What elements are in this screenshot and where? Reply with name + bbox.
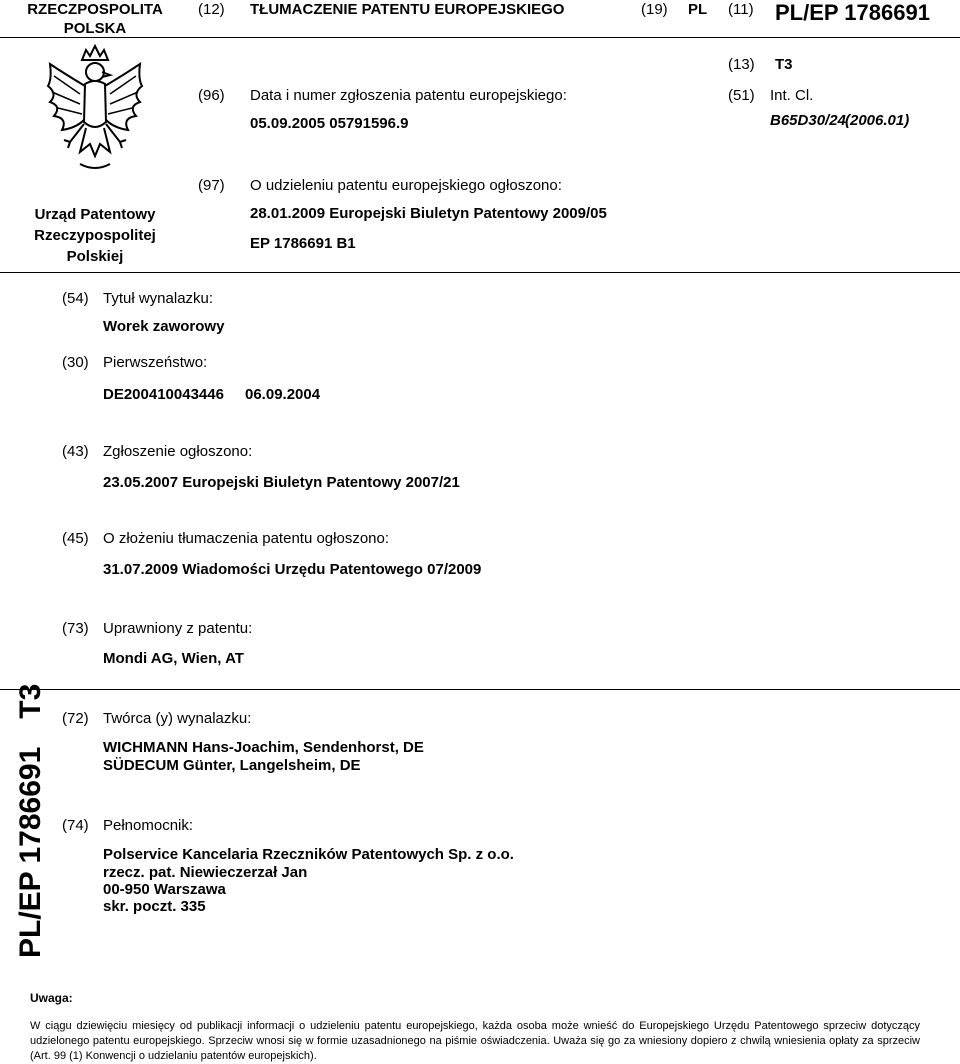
application-value: 05.09.2005 05791596.9 bbox=[250, 115, 409, 132]
grant-value: 28.01.2009 Europejski Biuletyn Patentowy 2009/05 bbox=[250, 205, 607, 222]
translation-label: O złożeniu tłumaczenia patentu ogłoszono: bbox=[103, 530, 390, 547]
code-19: (19) bbox=[641, 1, 668, 18]
code-54: (54) bbox=[62, 290, 89, 307]
application-published-label: Zgłoszenie ogłoszono: bbox=[103, 443, 253, 460]
code-45: (45) bbox=[62, 530, 89, 547]
priority-label: Pierwszeństwo: bbox=[103, 354, 208, 371]
notice-title: Uwaga: bbox=[30, 991, 73, 1005]
invention-title: Worek zaworowy bbox=[103, 318, 225, 335]
priority-date: 06.09.2004 bbox=[245, 386, 321, 403]
publication-number: PL/EP 1786691 bbox=[775, 0, 930, 25]
side-number: PL/EP 1786691 bbox=[14, 746, 47, 958]
code-12: (12) bbox=[198, 1, 225, 18]
side-publication-number bbox=[14, 684, 48, 958]
attorney-line-3: 00-950 Warszawa bbox=[103, 881, 226, 898]
office-line-2: Rzeczypospolitej bbox=[34, 227, 156, 244]
country-line-1: RZECZPOSPOLITA bbox=[27, 1, 163, 18]
inventor-2: SÜDECUM Günter, Langelsheim, DE bbox=[103, 757, 361, 774]
notice-text: W ciągu dziewięciu miesięcy od publikacji informacji o udzieleniu patentu europejskiego, każda osoba może wnieść do Europejskiego Urzędu Patentowego sprzeciw dotyczący udzielonego patentu europejskiego. Sprzeciw wnosi się w formie uzasadnionego na piśmie oświadczenia. Uważa się go za wniesiony dopiero z chwilą wniesienia opłaty za sprzeciw (Art. 99 (1) Konwencji o udzielaniu patentów europejskich). bbox=[30, 1020, 920, 1062]
document-type: TŁUMACZENIE PATENTU EUROPEJSKIEGO bbox=[250, 1, 565, 18]
code-51: (51) bbox=[728, 87, 755, 104]
side-kind: T3 bbox=[14, 683, 47, 719]
ipc-class: B65D30/24 bbox=[770, 112, 846, 129]
inventor-1: WICHMANN Hans-Joachim, Sendenhorst, DE bbox=[103, 739, 424, 756]
kind-code: T3 bbox=[775, 56, 793, 73]
grant-label: O udzieleniu patentu europejskiego ogłoszono: bbox=[250, 177, 562, 194]
country-code: PL bbox=[688, 1, 708, 18]
header-bottom-divider bbox=[0, 272, 960, 273]
attorney-label: Pełnomocnik: bbox=[103, 817, 194, 834]
inventors-label: Twórca (y) wynalazku: bbox=[103, 710, 252, 727]
office-line-1: Urząd Patentowy bbox=[34, 206, 156, 223]
code-72: (72) bbox=[62, 710, 89, 727]
ep-number: EP 1786691 B1 bbox=[250, 235, 356, 252]
translation-value: 31.07.2009 Wiadomości Urzędu Patentowego 07/2009 bbox=[103, 561, 482, 578]
office-line-3: Polskiej bbox=[66, 248, 124, 265]
code-73: (73) bbox=[62, 620, 89, 637]
attorney-line-4: skr. poczt. 335 bbox=[103, 898, 206, 915]
attorney-line-1: Polservice Kancelaria Rzeczników Patentowych Sp. z o.o. bbox=[103, 846, 514, 863]
code-74: (74) bbox=[62, 817, 89, 834]
code-11: (11) bbox=[728, 1, 754, 18]
polish-eagle-icon bbox=[40, 44, 150, 184]
code-30: (30) bbox=[62, 354, 89, 371]
code-13: (13) bbox=[728, 56, 755, 73]
header-divider bbox=[0, 37, 960, 38]
code-97: (97) bbox=[198, 177, 225, 194]
title-label: Tytuł wynalazku: bbox=[103, 290, 214, 307]
code-96: (96) bbox=[198, 87, 225, 104]
office-name bbox=[0, 204, 190, 267]
proprietor-label: Uprawniony z patentu: bbox=[103, 620, 253, 637]
country-line-2: POLSKA bbox=[63, 20, 127, 37]
attorney-line-2: rzecz. pat. Niewieczerzał Jan bbox=[103, 864, 308, 881]
application-published-value: 23.05.2007 Europejski Biuletyn Patentowy 2007/21 bbox=[103, 474, 460, 491]
code-43: (43) bbox=[62, 443, 89, 460]
priority-number: DE200410043446 bbox=[103, 386, 224, 403]
proprietor-value: Mondi AG, Wien, AT bbox=[103, 650, 244, 667]
country-name bbox=[0, 0, 190, 38]
int-cl-label: Int. Cl. bbox=[770, 87, 814, 104]
side-divider bbox=[0, 689, 960, 690]
ipc-version: (2006.01) bbox=[845, 112, 910, 129]
application-label: Data i numer zgłoszenia patentu europejskiego: bbox=[250, 87, 567, 104]
